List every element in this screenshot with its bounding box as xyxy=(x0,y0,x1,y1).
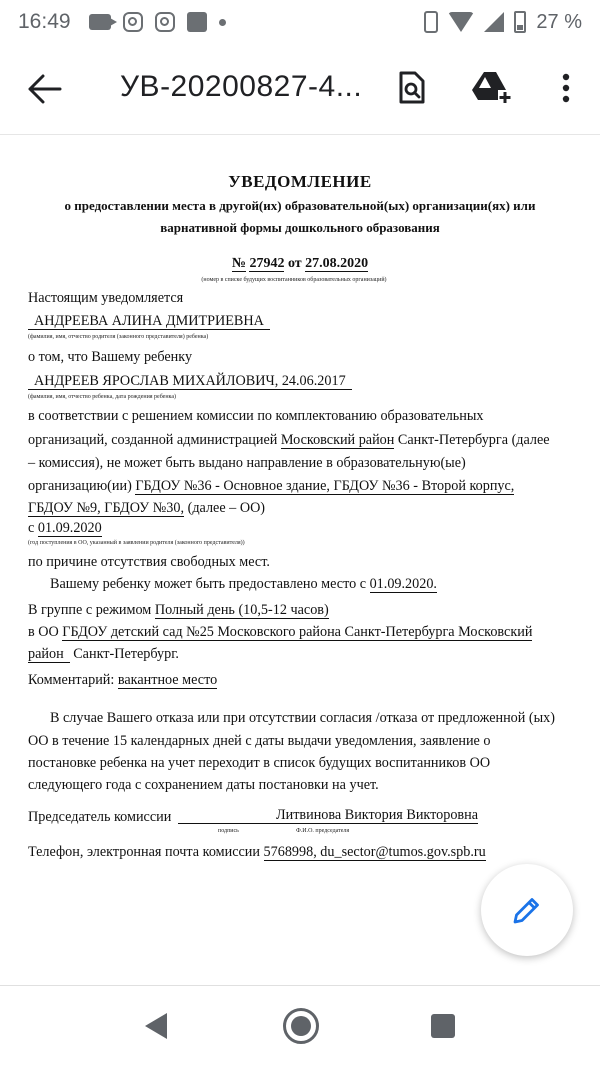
group-line xyxy=(28,601,329,619)
oo-line-2 xyxy=(28,645,179,663)
num-note: (номер в списке будущих воспитанников образовательных организаций) xyxy=(201,277,387,283)
child-intro: о том, что Вашему ребенку xyxy=(28,349,193,365)
num-prefix: № xyxy=(231,256,246,271)
cell-signal-icon xyxy=(484,12,504,32)
child-name-line xyxy=(28,372,352,390)
p1-line-5 xyxy=(28,499,265,517)
group-a: В группе с режимом xyxy=(28,602,152,618)
doc-number: 27942 xyxy=(249,256,285,271)
contact-label: Телефон, электронная почта комиссии xyxy=(28,844,260,860)
doc-number-line xyxy=(0,255,600,273)
p1-line-2-b: Санкт-Петербурга (далее xyxy=(397,432,550,448)
reason-line: по причине отсутствия свободных мест. xyxy=(28,554,270,570)
doc-subheading-1: о предоставлении места в другой(их) образовательной(ых) организации(ях) или xyxy=(64,198,536,213)
contact-value: 5768998, du_sector@tumos.gov.spb.ru xyxy=(263,844,486,860)
find-in-document-icon[interactable] xyxy=(392,68,432,108)
edit-fab-button[interactable] xyxy=(481,864,573,956)
add-to-drive-icon[interactable] xyxy=(472,68,512,108)
status-time: 16:49 xyxy=(18,10,71,33)
child-note: (фамилия, имя, отчество ребенка, дата рождения ребенка) xyxy=(28,394,177,400)
oo-a: в ОО xyxy=(28,624,59,640)
refuse-line-1: В случае Вашего отказа или при отсутствии согласия /отказа от предложенной (ых) xyxy=(50,710,555,726)
video-camera-icon xyxy=(89,14,111,30)
sign-note: подпись xyxy=(218,828,239,834)
offer-line xyxy=(50,575,437,593)
refuse-line-3: постановке ребенка на учет переходит в список будущих воспитанников ОО xyxy=(28,755,491,771)
oo-name-1: ГБДОУ детский сад №25 Московского района Санкт-Петербурга Московский xyxy=(62,624,533,640)
num-mid: от xyxy=(287,256,302,271)
parent-name: АНДРЕЕВА АЛИНА ДМИТРИЕВНА xyxy=(28,313,270,330)
p1-line-5-b: (далее – ОО) xyxy=(187,500,266,516)
oo-city: Санкт-Петербург. xyxy=(73,646,179,662)
oo-line-1 xyxy=(28,623,532,641)
p1-line-1: в соответствии с решением комиссии по комплектованию образовательных xyxy=(28,408,484,424)
p1-line-4 xyxy=(28,477,514,495)
doc-date: 27.08.2020 xyxy=(305,256,369,271)
battery-icon xyxy=(514,11,526,33)
nav-back-icon[interactable] xyxy=(145,1013,167,1039)
contact-line xyxy=(28,843,486,861)
from-prefix: с xyxy=(28,520,35,536)
refuse-line-4: следующего года с сохранением даты постановки на учет. xyxy=(28,777,379,793)
instagram-icon-2 xyxy=(155,12,175,32)
p1-line-3: – комиссия), не может быть выдано направление в образовательную(ые) xyxy=(28,455,466,471)
status-bar xyxy=(0,0,600,44)
comment-label: Комментарий: xyxy=(28,672,115,688)
group-mode: Полный день (10,5-12 часов) xyxy=(154,602,329,618)
nav-home-icon[interactable] xyxy=(283,1008,319,1044)
wifi-icon xyxy=(448,12,474,32)
parent-note: (фамилия, имя, отчество родителя (законного представителя) ребенка) xyxy=(28,334,209,340)
system-nav-bar xyxy=(0,985,600,1065)
pencil-icon xyxy=(511,894,543,926)
child-name: АНДРЕЕВ ЯРОСЛАВ МИХАЙЛОВИЧ, 24.06.2017 xyxy=(28,373,352,390)
app-notification-icon xyxy=(187,12,207,32)
offer-date: 01.09.2020. xyxy=(369,576,437,592)
notify-intro: Настоящим уведомляется xyxy=(28,290,184,306)
orgs-list-2: ГБДОУ №9, ГБДОУ №30, xyxy=(28,500,185,516)
refuse-line-2: ОО в течение 15 календарных дней с даты выдачи уведомления, заявление о xyxy=(28,733,491,749)
back-arrow-icon[interactable] xyxy=(28,74,62,104)
document-page xyxy=(0,135,600,950)
nav-recents-icon[interactable] xyxy=(431,1014,455,1038)
comment-value: вакантное место xyxy=(117,672,218,688)
instagram-icon xyxy=(123,12,143,32)
chair-name: Литвинова Виктория Викторовна xyxy=(276,807,479,823)
from-note: (год поступления в ОО, указанный в заявлении родителя (законного представителя)) xyxy=(28,540,245,546)
comment-line xyxy=(28,671,217,689)
p1-line-2 xyxy=(28,431,550,449)
fio-note: Ф.И.О. председателя xyxy=(296,828,350,834)
district-name: Московский район xyxy=(280,432,395,448)
p1-line-2-a: организаций, созданной администрацией xyxy=(28,432,278,448)
from-line xyxy=(28,519,102,537)
document-title: УВ-20200827-4... xyxy=(120,70,363,103)
vibrate-icon xyxy=(424,11,438,33)
from-date: 01.09.2020 xyxy=(37,520,102,536)
orgs-list-1: ГБДОУ №36 - Основное здание, ГБДОУ №36 - Второй корпус, xyxy=(135,478,515,494)
battery-percent: 27 % xyxy=(536,10,582,33)
app-bar xyxy=(0,44,600,134)
p1-line-4-a: организацию(ии) xyxy=(28,478,132,494)
doc-heading: УВЕДОМЛЕНИЕ xyxy=(228,172,372,191)
parent-name-line xyxy=(28,312,270,330)
oo-name-2: район xyxy=(28,646,70,663)
more-options-icon[interactable] xyxy=(546,68,586,108)
doc-subheading-2: варнативной формы дошкольного образования xyxy=(160,220,440,235)
chair-label: Председатель комиссии xyxy=(28,809,172,825)
offer-a: Вашему ребенку может быть предоставлено место с xyxy=(50,576,367,592)
more-notifications-dot-icon xyxy=(219,19,226,26)
